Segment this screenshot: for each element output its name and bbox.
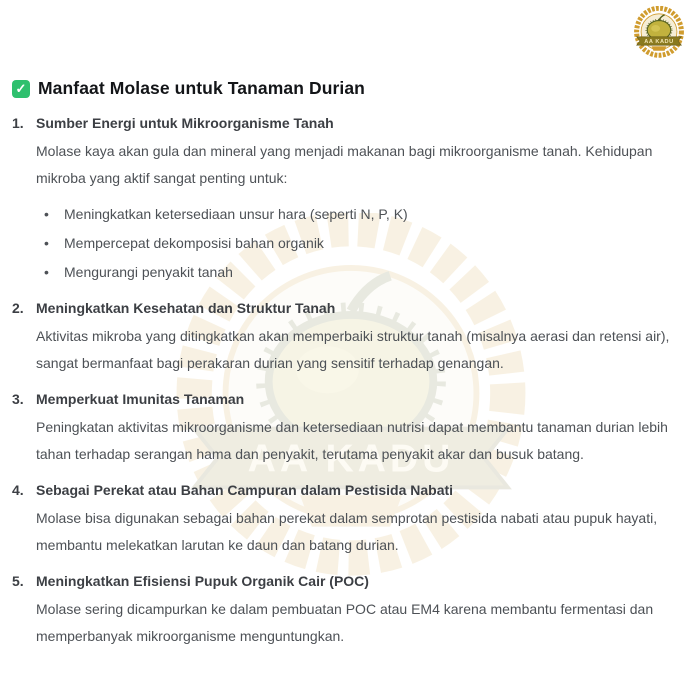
article-content (12, 78, 688, 662)
article-title-row (12, 78, 688, 99)
section-4 (12, 480, 688, 559)
section-number: 4. (12, 482, 24, 498)
check-icon: ✓ (12, 80, 30, 98)
section-title: Sebagai Perekat atau Bahan Campuran dalam Pestisida Nabati (36, 482, 454, 498)
section-heading (12, 571, 688, 591)
section-title: Memperkuat Imunitas Tanaman (36, 391, 245, 407)
section-3 (12, 389, 688, 468)
list-item (12, 259, 688, 286)
bullet-icon: • (44, 264, 49, 280)
section-heading (12, 298, 688, 318)
bullet-text: Meningkatkan ketersediaan unsur hara (seperti N, P, K) (64, 206, 408, 222)
section-heading (12, 389, 688, 409)
section-title: Meningkatkan Efisiensi Pupuk Organik Cair (POC) (36, 573, 369, 589)
section-number: 1. (12, 115, 24, 131)
list-item (12, 230, 688, 257)
section-number: 3. (12, 391, 24, 407)
section-heading (12, 113, 688, 133)
section-5 (12, 571, 688, 650)
section-body: Aktivitas mikroba yang ditingkatkan akan memperbaiki struktur tanah (misalnya aerasi dan retensi air), sangat bermanfaat bagi perakaran durian yang sensitif terhadap genangan. (36, 328, 670, 371)
section-number: 2. (12, 300, 24, 316)
bullet-icon: • (44, 235, 49, 251)
section-body: Molase kaya akan gula dan mineral yang menjadi makanan bagi mikroorganisme tanah. Kehidupan mikroba yang aktif sangat penting untuk: (36, 143, 653, 186)
section-title: Sumber Energi untuk Mikroorganisme Tanah (36, 115, 334, 131)
section-heading (12, 480, 688, 500)
section-2 (12, 298, 688, 377)
list-item (12, 201, 688, 228)
section-body: Peningkatan aktivitas mikroorganisme dan ketersediaan nutrisi dapat membantu tanaman durian lebih tahan terhadap serangan hama dan penyakit, terutama penyakit akar dan busuk batang. (36, 419, 668, 462)
section-body: Molase bisa digunakan sebagai bahan perekat dalam semprotan pestisida nabati atau pupuk hayati, membantu melekatkan larutan ke daun dan batang durian. (36, 510, 658, 553)
aa-kadu-logo-icon (631, 6, 687, 62)
bullet-text: Mengurangi penyakit tanah (64, 264, 233, 280)
section-number: 5. (12, 573, 24, 589)
bullet-icon: • (44, 206, 49, 222)
bullet-list (12, 201, 688, 286)
aa-kadu-logo (631, 6, 687, 62)
page-title: Manfaat Molase untuk Tanaman Durian (38, 78, 365, 98)
section-body: Molase sering dicampurkan ke dalam pembuatan POC atau EM4 karena membantu fermentasi dan memperbanyak mikroorganisme menguntungkan. (36, 601, 654, 644)
bullet-text: Mempercepat dekomposisi bahan organik (64, 235, 324, 251)
section-title: Meningkatkan Kesehatan dan Struktur Tanah (36, 300, 336, 316)
section-1 (12, 113, 688, 286)
